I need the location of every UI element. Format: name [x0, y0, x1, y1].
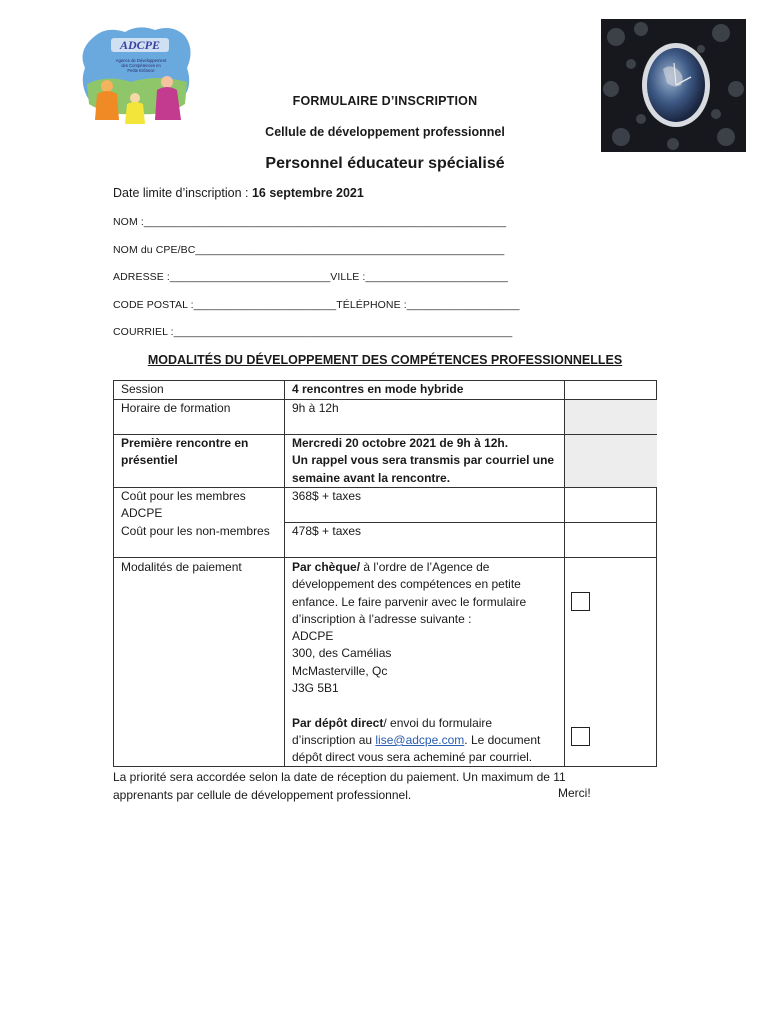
horaire-value: 9h à 12h [292, 401, 339, 415]
section-title: MODALITÉS DU DÉVELOPPEMENT DES COMPÉTENCES PROFESSIONNELLES [147, 353, 623, 367]
footer-note [113, 768, 566, 804]
cheque-line2: développement des compétences en petite [292, 577, 521, 592]
footer-line2: apprenants par cellule de développement professionnel. [113, 788, 412, 802]
cheque-line3: enfance. Le faire parvenir avec le formulaire [292, 594, 527, 609]
premiere-label-line2: présentiel [121, 453, 178, 468]
deadline-date: 16 septembre 2021 [251, 186, 364, 200]
footer-line1: La priorité sera accordée selon la date de réception du paiement. Un maximum de 11 [113, 770, 566, 784]
depot-line2a: d’inscription au [292, 732, 376, 747]
session-value: 4 rencontres en mode hybride [292, 382, 464, 396]
cout-membres-label-line1: Coût pour les membres [121, 489, 246, 503]
svg-text:Agence de Développement: Agence de Développement [115, 58, 167, 63]
address-line1: ADCPE [292, 629, 334, 644]
horaire-label: Horaire de formation [121, 401, 231, 415]
cheque-checkbox[interactable] [571, 592, 590, 611]
cheque-title: Par chèque/ [292, 560, 361, 574]
cout-membres-label [121, 488, 246, 523]
premiere-label [121, 435, 248, 470]
adresse-ville-field[interactable]: ADRESSE :___________________________VILLE :________________________ [113, 271, 508, 283]
code-postal-telephone-field[interactable]: CODE POSTAL :________________________TÉLÉPHONE :___________________ [113, 299, 520, 311]
shaded-cell [565, 400, 657, 434]
session-label: Session [121, 382, 164, 396]
svg-text:Petite Enfance: Petite Enfance [127, 68, 155, 73]
row-divider [114, 557, 656, 558]
cell-title: Cellule de développement professionnel [265, 125, 505, 139]
cout-membres-label-line2: ADCPE [121, 506, 163, 521]
nom-field[interactable]: NOM :_____________________________________________________________ [113, 216, 507, 228]
premiere-value-line2: Un rappel vous sera transmis par courriel une [292, 453, 555, 468]
premiere-value [292, 435, 554, 487]
address-line2: 300, des Camélias [292, 646, 392, 661]
paiement-details [292, 559, 540, 767]
deadline-line [113, 186, 364, 200]
depot-direct-checkbox[interactable] [571, 727, 590, 746]
depot-title: Par dépôt direct [292, 715, 384, 730]
courriel-field[interactable]: COURRIEL :_________________________________________________________ [113, 326, 513, 338]
address-line3: McMasterville, Qc [292, 663, 388, 678]
premiere-label-line1: Première rencontre en [121, 436, 249, 450]
address-line4: J3G 5B1 [292, 681, 339, 696]
cout-membres-value: 368$ + taxes [292, 489, 362, 503]
email-link[interactable]: lise@adcpe.com [375, 732, 465, 747]
premiere-value-line3: semaine avant la rencontre. [292, 470, 451, 485]
depot-line2b: . Le document [464, 732, 541, 747]
premiere-value-line1: Mercredi 20 octobre 2021 de 9h à 12h. [292, 436, 509, 450]
deadline-label: Date limite d’inscription : [113, 186, 252, 200]
adcpe-logo [77, 24, 195, 128]
modalites-table [113, 380, 657, 767]
svg-text:des Compétences en: des Compétences en [121, 63, 161, 68]
depot-line1: / envoi du formulaire [383, 715, 493, 730]
cheque-line1: à l’ordre de l’Agence de [360, 560, 490, 574]
cout-non-membres-label: Coût pour les non-membres [121, 524, 270, 538]
cheque-line4: d’inscription à l’adresse suivante : [292, 611, 472, 626]
column-divider [284, 381, 285, 766]
depot-line3: dépôt direct vous sera acheminé par courriel. [292, 750, 533, 765]
svg-text:ADCPE: ADCPE [119, 38, 161, 52]
form-title: FORMULAIRE D’INSCRIPTION [292, 94, 478, 108]
merci-text: Merci! [558, 786, 591, 800]
paiement-label: Modalités de paiement [121, 560, 242, 574]
main-title: Personnel éducateur spécialisé [265, 155, 505, 172]
shaded-cell [565, 435, 657, 487]
cout-non-membres-value: 478$ + taxes [292, 524, 362, 538]
cpe-field[interactable]: NOM du CPE/BC____________________________________________________ [113, 244, 505, 256]
column-divider [564, 381, 565, 766]
